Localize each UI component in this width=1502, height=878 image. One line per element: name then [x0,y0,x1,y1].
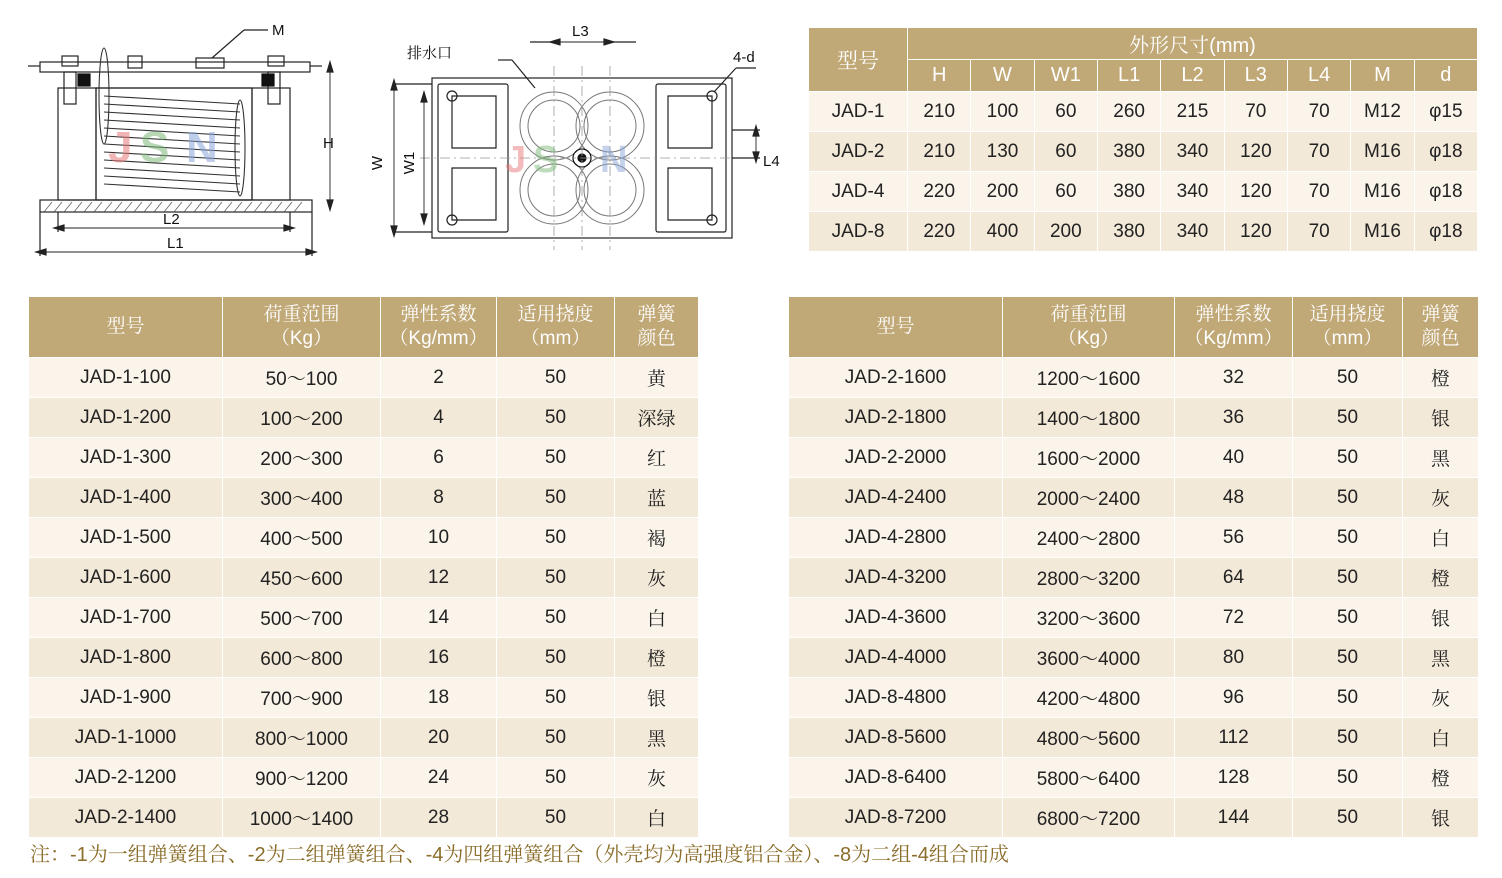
spec-cell-k: 8 [381,478,497,518]
spec-cell-load: 2000～2400 [1003,478,1175,518]
spec-cell-deflection: 50 [1293,758,1403,798]
dim-cell-l4: 70 [1287,212,1350,252]
dim-cell-l4: 70 [1287,92,1350,132]
spec-cell-deflection: 50 [497,798,615,838]
spec-left-header-row [29,297,699,358]
spec-cell-model: JAD-1-1000 [29,718,223,758]
spec-cell-load: 900～1200 [223,758,381,798]
spec-right-header-color-line2: 颜色 [1421,328,1460,349]
spec-cell-color: 深绿 [615,398,699,438]
spec-cell-load: 2400～2800 [1003,518,1175,558]
spec-cell-color: 红 [615,438,699,478]
spec-cell-deflection: 50 [497,598,615,638]
spec-cell-color: 橙 [615,638,699,678]
label-4d: 4-d [733,49,755,66]
spec-cell-deflection: 50 [1293,718,1403,758]
spec-cell-color: 橙 [1403,358,1479,398]
spec-right-header-color [1403,297,1479,358]
spec-cell-model: JAD-4-4000 [789,638,1003,678]
spec-cell-model: JAD-1-900 [29,678,223,718]
dim-col-w1: W1 [1034,60,1097,92]
spec-left-header-color [615,297,699,358]
dim-col-l2: L2 [1161,60,1224,92]
spec-cell-k: 24 [381,758,497,798]
svg-text:J: J [505,139,527,181]
spec-cell-model: JAD-1-800 [29,638,223,678]
spec-cell-color: 黄 [615,358,699,398]
table-row [789,478,1479,518]
label-l4: L4 [763,153,780,170]
table-row [809,212,1478,252]
spec-cell-color: 黑 [615,718,699,758]
spec-cell-load: 600～800 [223,638,381,678]
dim-cell-l2: 340 [1161,132,1224,172]
spec-cell-color: 橙 [1403,558,1479,598]
spec-cell-load: 200～300 [223,438,381,478]
dim-cell-h: 210 [908,92,971,132]
spec-left-header-deflection-line1: 适用挠度 [517,304,594,325]
spec-left-header-load [223,297,381,358]
spec-cell-color: 灰 [615,558,699,598]
spec-right-header-k-line2: （Kg/mm） [1184,328,1283,349]
spec-cell-color: 黑 [1403,438,1479,478]
spec-cell-deflection: 50 [1293,398,1403,438]
spec-cell-model: JAD-8-5600 [789,718,1003,758]
spec-left-header-model [29,297,223,358]
spec-cell-load: 1000～1400 [223,798,381,838]
spec-cell-k: 12 [381,558,497,598]
table-row [29,398,699,438]
spec-cell-color: 白 [1403,718,1479,758]
dim-cell-d: φ18 [1414,212,1477,252]
svg-text:N: N [186,123,218,172]
dim-cell-h: 210 [908,132,971,172]
spec-right-header-load [1003,297,1175,358]
svg-text:S: S [140,123,170,172]
dim-cell-d: φ18 [1414,172,1477,212]
table-row [789,598,1479,638]
spec-cell-k: 144 [1175,798,1293,838]
drawing-svg [0,0,790,285]
table-row [789,758,1479,798]
spec-cell-load: 3200～3600 [1003,598,1175,638]
spec-right-header-color-line1: 弹簧 [1421,304,1460,325]
spec-cell-deflection: 50 [1293,678,1403,718]
spec-cell-load: 4200～4800 [1003,678,1175,718]
spec-cell-model: JAD-8-4800 [789,678,1003,718]
spec-cell-k: 10 [381,518,497,558]
dim-cell-l2: 340 [1161,212,1224,252]
spec-right-header-deflection-line2: （mm） [1312,328,1383,349]
dim-cell-m: M16 [1351,172,1414,212]
spec-cell-color: 银 [1403,798,1479,838]
table-row [29,638,699,678]
spec-cell-k: 14 [381,598,497,638]
spec-cell-deflection: 50 [497,398,615,438]
spec-right-header-model [789,297,1003,358]
spec-cell-model: JAD-2-1600 [789,358,1003,398]
dim-cell-l3: 70 [1224,92,1287,132]
label-h: H [323,135,334,152]
label-l1: L1 [167,235,184,252]
spec-cell-deflection: 50 [1293,518,1403,558]
dim-header-model: 型号 [809,28,908,92]
spec-cell-deflection: 50 [1293,558,1403,598]
spec-cell-load: 1400～1800 [1003,398,1175,438]
spec-cell-load: 3600～4000 [1003,638,1175,678]
spec-left-header-k-line1: 弹性系数 [400,304,477,325]
dim-cell-l1: 380 [1097,132,1160,172]
spec-cell-deflection: 50 [1293,798,1403,838]
dim-cell-l4: 70 [1287,132,1350,172]
table-row [29,678,699,718]
table-row [789,518,1479,558]
table-row [789,718,1479,758]
spec-cell-model: JAD-1-400 [29,478,223,518]
label-m: M [272,22,285,39]
dim-cell-l2: 215 [1161,92,1224,132]
spec-cell-color: 黑 [1403,638,1479,678]
spec-cell-model: JAD-2-2000 [789,438,1003,478]
spec-cell-model: JAD-1-700 [29,598,223,638]
spec-cell-color: 银 [1403,398,1479,438]
spec-cell-k: 6 [381,438,497,478]
table-row [789,438,1479,478]
dim-col-l4: L4 [1287,60,1350,92]
spec-cell-deflection: 50 [497,758,615,798]
technical-drawings [0,0,790,285]
dim-table-header-row [809,28,1478,60]
label-l2: L2 [163,211,180,228]
dim-cell-m: M12 [1351,92,1414,132]
spec-cell-load: 800～1000 [223,718,381,758]
spec-cell-k: 56 [1175,518,1293,558]
spec-cell-model: JAD-8-7200 [789,798,1003,838]
spec-right-header-deflection [1293,297,1403,358]
svg-text:N: N [600,139,628,181]
spec-cell-load: 4800～5600 [1003,718,1175,758]
spec-cell-model: JAD-4-3200 [789,558,1003,598]
svg-text:J: J [108,123,133,172]
dim-cell-w: 200 [971,172,1034,212]
spec-cell-model: JAD-2-1800 [789,398,1003,438]
label-w1: W1 [401,151,418,175]
spec-cell-color: 褐 [615,518,699,558]
spec-cell-k: 32 [1175,358,1293,398]
dim-cell-l1: 380 [1097,172,1160,212]
spec-cell-k: 28 [381,798,497,838]
dim-cell-h: 220 [908,172,971,212]
spec-cell-model: JAD-8-6400 [789,758,1003,798]
spec-cell-model: JAD-1-500 [29,518,223,558]
spec-right-header-load-line2: （Kg） [1057,328,1120,349]
table-row [789,398,1479,438]
spec-cell-color: 灰 [615,758,699,798]
dim-cell-l3: 120 [1224,212,1287,252]
spec-cell-deflection: 50 [497,638,615,678]
dim-cell-d: φ18 [1414,132,1477,172]
spec-cell-load: 700～900 [223,678,381,718]
table-row [29,758,699,798]
spec-cell-k: 4 [381,398,497,438]
table-row [29,478,699,518]
spec-table-right [788,296,1479,838]
spec-cell-color: 银 [1403,598,1479,638]
spec-cell-deflection: 50 [497,678,615,718]
spec-right-header-model-line1: 型号 [876,316,915,337]
dim-cell-l1: 260 [1097,92,1160,132]
spec-right-header-k-line1: 弹性系数 [1195,304,1272,325]
spec-cell-color: 白 [1403,518,1479,558]
spec-cell-k: 16 [381,638,497,678]
dim-cell-model: JAD-8 [809,212,908,252]
spec-cell-color: 橙 [1403,758,1479,798]
spec-cell-deflection: 50 [497,718,615,758]
spec-right-header-k [1175,297,1293,358]
dim-col-m: M [1351,60,1414,92]
table-row [809,172,1478,212]
spec-left-header-color-line2: 颜色 [637,328,676,349]
spec-cell-model: JAD-2-1200 [29,758,223,798]
spec-table-left [28,296,699,838]
dim-cell-l2: 340 [1161,172,1224,212]
dim-cell-m: M16 [1351,212,1414,252]
spec-cell-load: 2800～3200 [1003,558,1175,598]
spec-cell-model: JAD-4-3600 [789,598,1003,638]
table-row [29,518,699,558]
spec-cell-deflection: 50 [497,358,615,398]
table-row [29,558,699,598]
dim-col-l1: L1 [1097,60,1160,92]
dim-cell-l4: 70 [1287,172,1350,212]
spec-cell-k: 18 [381,678,497,718]
label-w: W [369,155,386,171]
table-row [29,598,699,638]
dim-cell-l1: 380 [1097,212,1160,252]
spec-cell-k: 96 [1175,678,1293,718]
spec-cell-k: 20 [381,718,497,758]
dim-cell-w1: 60 [1034,92,1097,132]
spec-cell-deflection: 50 [1293,478,1403,518]
table-row [789,678,1479,718]
dim-col-l3: L3 [1224,60,1287,92]
dim-cell-model: JAD-1 [809,92,908,132]
spec-cell-k: 112 [1175,718,1293,758]
spec-cell-color: 银 [615,678,699,718]
dim-table-subheader-row [809,60,1478,92]
spec-cell-k: 64 [1175,558,1293,598]
dim-cell-w1: 200 [1034,212,1097,252]
spec-cell-load: 1200～1600 [1003,358,1175,398]
spec-cell-load: 5800～6400 [1003,758,1175,798]
spec-cell-model: JAD-2-1400 [29,798,223,838]
spec-cell-load: 400～500 [223,518,381,558]
dim-cell-w1: 60 [1034,132,1097,172]
spec-left-header-deflection-line2: （mm） [520,328,591,349]
spec-left-header-k [381,297,497,358]
table-row [29,358,699,398]
spec-cell-deflection: 50 [1293,598,1403,638]
spec-cell-deflection: 50 [497,558,615,598]
spec-left-header-load-line2: （Kg） [270,328,333,349]
table-row [29,798,699,838]
spec-cell-load: 50～100 [223,358,381,398]
spec-cell-deflection: 50 [1293,638,1403,678]
table-row [809,92,1478,132]
spec-cell-load: 1600～2000 [1003,438,1175,478]
spec-cell-load: 500～700 [223,598,381,638]
spec-cell-k: 36 [1175,398,1293,438]
spec-cell-color: 白 [615,598,699,638]
spec-left-header-deflection [497,297,615,358]
dim-cell-l3: 120 [1224,132,1287,172]
dim-col-w: W [971,60,1034,92]
dim-cell-w: 400 [971,212,1034,252]
dim-cell-w: 130 [971,132,1034,172]
table-row [789,358,1479,398]
dim-cell-l3: 120 [1224,172,1287,212]
label-drain: 排水口 [406,45,452,62]
dim-cell-m: M16 [1351,132,1414,172]
dim-cell-h: 220 [908,212,971,252]
table-row [809,132,1478,172]
spec-cell-model: JAD-1-200 [29,398,223,438]
spec-cell-k: 48 [1175,478,1293,518]
spec-cell-model: JAD-4-2800 [789,518,1003,558]
table-row [789,638,1479,678]
dim-col-h: H [908,60,971,92]
spec-cell-model: JAD-1-300 [29,438,223,478]
spec-right-header-deflection-line1: 适用挠度 [1309,304,1386,325]
spec-cell-model: JAD-1-100 [29,358,223,398]
dim-header-group: 外形尺寸(mm) [908,28,1478,60]
spec-cell-load: 450～600 [223,558,381,598]
spec-cell-k: 72 [1175,598,1293,638]
spec-cell-model: JAD-1-600 [29,558,223,598]
spec-left-header-k-line2: （Kg/mm） [389,328,488,349]
spec-right-header-row [789,297,1479,358]
spec-cell-load: 300～400 [223,478,381,518]
dim-cell-d: φ15 [1414,92,1477,132]
table-row [789,558,1479,598]
spec-left-header-color-line1: 弹簧 [637,304,676,325]
spec-cell-deflection: 50 [1293,358,1403,398]
table-row [29,438,699,478]
spec-cell-deflection: 50 [497,518,615,558]
spec-cell-load: 100～200 [223,398,381,438]
spec-cell-color: 灰 [1403,478,1479,518]
label-l3: L3 [572,23,589,40]
spec-cell-k: 128 [1175,758,1293,798]
spec-right-header-load-line1: 荷重范围 [1050,304,1127,325]
footnote: 注：-1为一组弹簧组合、-2为二组弹簧组合、-4为四组弹簧组合（外壳均为高强度铝合金）、-8为二组-4组合而成 [30,844,1009,866]
spec-left-header-load-line1: 荷重范围 [263,304,340,325]
spec-cell-deflection: 50 [1293,438,1403,478]
dim-col-d: d [1414,60,1477,92]
spec-cell-k: 2 [381,358,497,398]
spec-cell-color: 蓝 [615,478,699,518]
dim-cell-model: JAD-4 [809,172,908,212]
spec-cell-k: 80 [1175,638,1293,678]
table-row [789,798,1479,838]
spec-cell-deflection: 50 [497,438,615,478]
dim-cell-w1: 60 [1034,172,1097,212]
spec-cell-deflection: 50 [497,478,615,518]
spec-cell-load: 6800～7200 [1003,798,1175,838]
svg-text:S: S [533,139,559,181]
spec-cell-model: JAD-4-2400 [789,478,1003,518]
dimensions-table [808,27,1478,252]
spec-cell-k: 40 [1175,438,1293,478]
spec-cell-color: 白 [615,798,699,838]
table-row [29,718,699,758]
spec-left-header-model-line1: 型号 [106,316,145,337]
dim-cell-model: JAD-2 [809,132,908,172]
dim-cell-w: 100 [971,92,1034,132]
spec-cell-color: 灰 [1403,678,1479,718]
